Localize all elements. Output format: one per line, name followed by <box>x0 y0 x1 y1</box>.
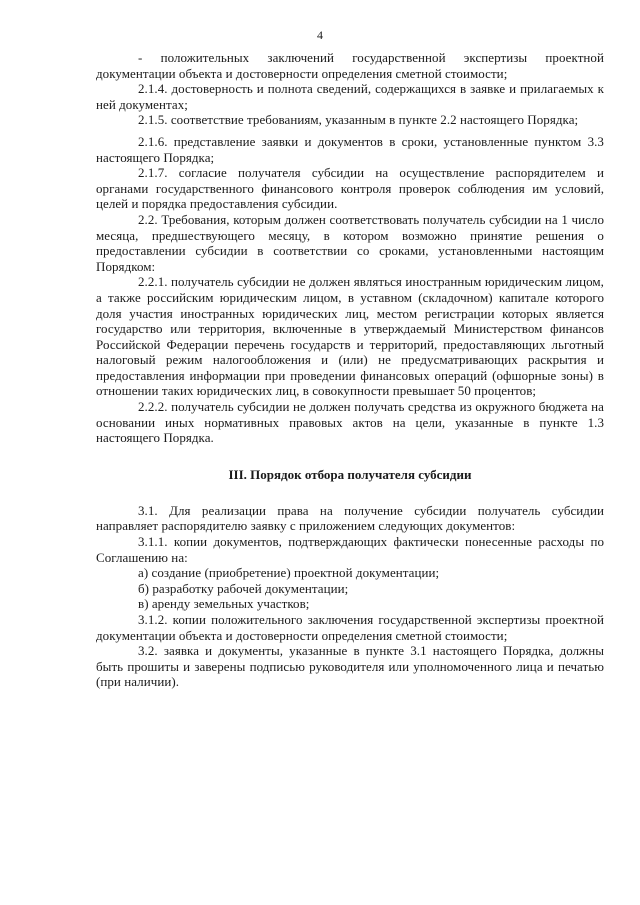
paragraph: 2.2. Требования, которым должен соответствовать получатель субсидии на 1 число месяца, предшествующего месяцу, в котором возможно принятие решения о предоставлении субсидии в соответствии со сроками, установленными настоящим Порядком: <box>96 211 604 274</box>
paragraph: 2.2.2. получатель субсидии не должен получать средства из окружного бюджета на основании иных нормативных правовых актов на цели, указанные в пункте 1.3 настоящего Порядка. <box>96 399 604 446</box>
paragraph: 3.1.1. копии документов, подтверждающих фактически понесенные расходы по Соглашению на: <box>96 534 604 565</box>
paragraph: 2.1.4. достоверность и полнота сведений, содержащихся в заявке и прилагаемых к ней документах; <box>96 81 604 112</box>
paragraph: 3.1. Для реализации права на получение субсидии получатель субсидии направляет распорядителю заявку с приложением следующих документов: <box>96 502 604 534</box>
page-number: 4 <box>317 28 323 42</box>
paragraph: 2.1.7. согласие получателя субсидии на осуществление распорядителем и органами государственного финансового контроля проверок соблюдения им условий, целей и порядка предоставления субсидии. <box>96 165 604 212</box>
list-item: а) создание (приобретение) проектной документации; <box>138 565 440 581</box>
paragraph: 3.2. заявка и документы, указанные в пункте 3.1 настоящего Порядка, должны быть прошиты и заверены подписью руководителя или уполномоченного лица и печатью (при наличии). <box>96 643 604 690</box>
list-item: б) разработку рабочей документации; <box>138 580 349 596</box>
list-item: в) аренду земельных участков; <box>138 596 310 612</box>
paragraph: 2.1.5. соответствие требованиям, указанным в пункте 2.2 настоящего Порядка; <box>138 112 579 128</box>
document-body <box>96 0 604 690</box>
section-heading: III. Порядок отбора получателя субсидии <box>228 466 472 482</box>
paragraph: 2.1.6. представление заявки и документов в сроки, установленные пунктом 3.3 настоящего Порядка; <box>96 133 604 165</box>
paragraph: - положительных заключений государственной экспертизы проектной документации объекта и достоверности определения сметной стоимости; <box>96 50 604 81</box>
paragraph: 2.2.1. получатель субсидии не должен являться иностранным юридическим лицом, а также российским юридическим лицом, в уставном (складочном) капитале которого доля участия иностранных юридических лиц, местом регистрации которых является государство или территория, включенные в утверждаемый Министерством финансов Российской Федерации перечень государств и территорий, предоставляющих льготный налоговый режим налогообложения и (или) не предусматривающих раскрытия и предоставления информации при проведении финансовых операций (офшорные зоны) в отношении таких юридических лиц, в совокупности превышает 50 процентов; <box>96 274 604 399</box>
paragraph: 3.1.2. копии положительного заключения государственной экспертизы проектной документации объекта и достоверности определения сметной стоимости; <box>96 612 604 643</box>
